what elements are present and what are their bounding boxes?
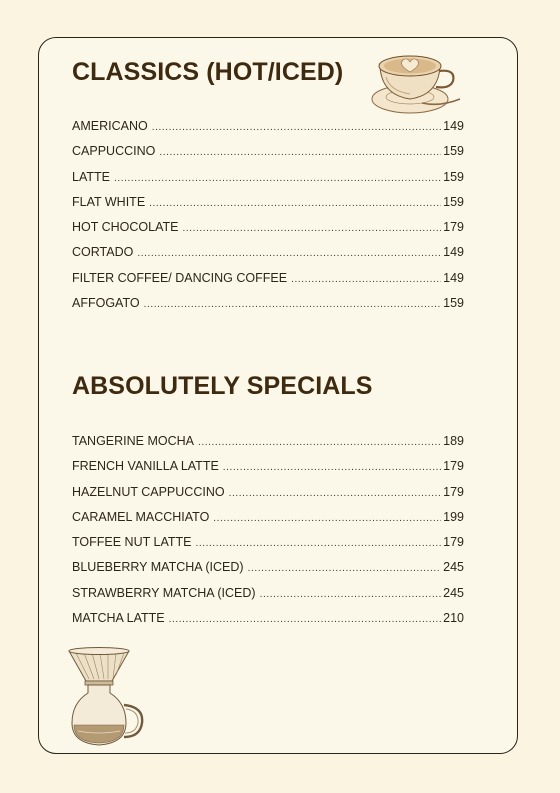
dot-leader <box>159 147 441 158</box>
dot-leader <box>260 589 442 600</box>
menu-item <box>72 245 464 270</box>
classics-list <box>72 119 464 321</box>
menu-item <box>72 271 464 296</box>
item-name: TOFFEE NUT LATTE <box>72 535 192 550</box>
pour-over-kettle-icon <box>66 645 148 749</box>
menu-item <box>72 296 464 321</box>
dot-leader <box>195 538 441 549</box>
item-name: LATTE <box>72 169 110 184</box>
item-name: AMERICANO <box>72 119 148 133</box>
item-name: TANGERINE MOCHA <box>72 434 194 448</box>
dot-leader <box>144 299 442 310</box>
item-price: 245 <box>443 560 464 575</box>
item-price: 149 <box>443 270 464 285</box>
specials-list <box>72 434 464 636</box>
dot-leader <box>223 462 441 473</box>
menu-item <box>72 560 464 585</box>
dot-leader <box>149 198 441 209</box>
item-name: FRENCH VANILLA LATTE <box>72 459 219 474</box>
item-name: STRAWBERRY MATCHA (ICED) <box>72 585 256 600</box>
item-price: 159 <box>443 169 464 184</box>
item-name: CORTADO <box>72 245 134 260</box>
item-name: MATCHA LATTE <box>72 611 165 626</box>
dot-leader <box>248 563 442 574</box>
menu-item <box>72 510 464 535</box>
item-name: HOT CHOCOLATE <box>72 220 179 235</box>
dot-leader <box>137 248 441 259</box>
item-price: 179 <box>443 535 464 550</box>
menu-item <box>72 535 464 560</box>
item-price: 245 <box>443 585 464 600</box>
item-name: AFFOGATO <box>72 296 140 311</box>
menu-item <box>72 459 464 484</box>
item-price: 159 <box>443 144 464 159</box>
menu-item <box>72 144 464 169</box>
item-name: HAZELNUT CAPPUCCINO <box>72 484 225 499</box>
item-price: 149 <box>443 245 464 260</box>
section-title-specials: ABSOLUTELY SPECIALS <box>72 372 373 400</box>
item-price: 189 <box>443 434 464 448</box>
menu-item <box>72 119 464 144</box>
dot-leader <box>291 274 441 285</box>
section-title-classics: CLASSICS (HOT/ICED) <box>72 58 344 86</box>
menu-item <box>72 611 464 636</box>
menu-item <box>72 586 464 611</box>
item-name: CARAMEL MACCHIATO <box>72 509 210 524</box>
item-price: 159 <box>443 296 464 311</box>
menu-item <box>72 434 464 459</box>
item-price: 199 <box>443 509 464 524</box>
menu-item <box>72 485 464 510</box>
dot-leader <box>152 122 441 133</box>
item-price: 210 <box>443 611 464 626</box>
item-name: BLUEBERRY MATCHA (ICED) <box>72 560 244 575</box>
dot-leader <box>198 437 441 448</box>
dot-leader <box>114 173 441 184</box>
coffee-cup-icon <box>370 47 462 117</box>
dot-leader <box>183 223 442 234</box>
menu-item <box>72 195 464 220</box>
menu-item <box>72 220 464 245</box>
item-name: CAPPUCCINO <box>72 144 156 159</box>
item-price: 179 <box>443 220 464 235</box>
item-name: FLAT WHITE <box>72 194 146 209</box>
item-price: 179 <box>443 484 464 499</box>
item-price: 179 <box>443 459 464 474</box>
item-price: 149 <box>443 119 464 133</box>
item-price: 159 <box>443 194 464 209</box>
item-name: FILTER COFFEE/ DANCING COFFEE <box>72 270 288 285</box>
dot-leader <box>213 513 441 524</box>
menu-item <box>72 170 464 195</box>
dot-leader <box>169 614 442 625</box>
dot-leader <box>229 488 442 499</box>
